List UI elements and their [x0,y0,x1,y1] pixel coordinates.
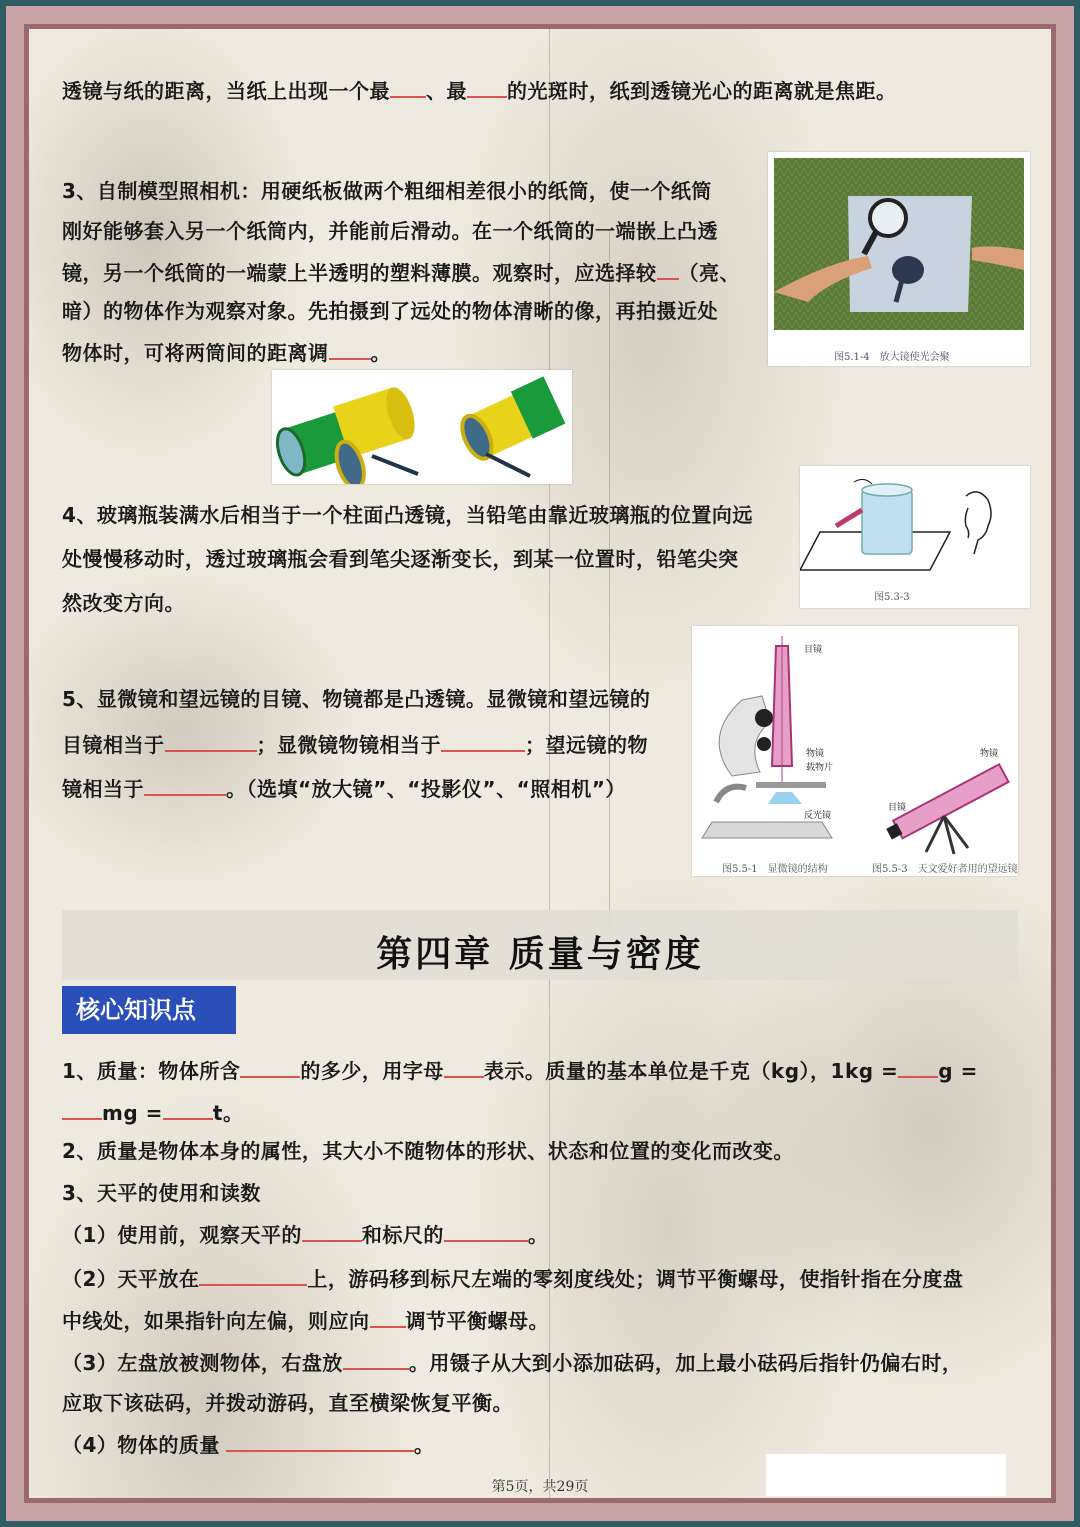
answer-blank [165,730,257,752]
answer-blank [302,1220,362,1242]
text-segment: g = [938,1059,978,1083]
paper-tubes-illustration [272,370,572,484]
knowledge-step-1 [62,1220,548,1248]
optics-illustration [692,626,1018,876]
knowledge-step-3b: 应取下该砝码，并拨动游码，直至横梁恢复平衡。 [62,1391,513,1415]
item3-line3 [62,258,740,286]
text-segment: （2）天平放在 [62,1267,200,1291]
label-objective: 物镜 [806,749,825,759]
answer-blank [657,258,679,280]
text-segment: （亮、 [678,261,740,285]
text-segment: 表示。质量的基本单位是千克（kg），1kg = [483,1059,899,1083]
text-segment: t。 [212,1101,244,1125]
magnifier-photo [768,152,1030,366]
item3-line1: 3、自制模型照相机：用硬纸板做两个粗细相差很小的纸筒，使一个纸筒 [62,179,712,203]
answer-blank [329,338,371,360]
text-segment: （4）物体的质量 [62,1433,220,1457]
text-segment: （1）使用前，观察天平的 [62,1223,302,1247]
knowledge-step-3 [62,1348,962,1376]
item5-line2 [62,730,648,758]
item5-line1: 5、显微镜和望远镜的目镜、物镜都是凸透镜。显微镜和望远镜的 [62,687,651,711]
page-number: 第5页，共29页 [491,1479,589,1495]
item4-line1: 4、玻璃瓶装满水后相当于一个柱面凸透镜，当铅笔由靠近玻璃瓶的位置向远 [62,503,753,527]
text-segment: 。（选填“放大镜”、“投影仪”、“照相机”） [226,777,626,801]
text-segment: ；显微镜物镜相当于 [256,733,441,757]
answer-blank [240,1056,300,1078]
chapter-header [62,910,1018,980]
text-segment: 物体时，可将两筒间的距离调 [62,341,329,365]
item4-line2: 处慢慢移动时，透过玻璃瓶会看到笔尖逐渐变长，到某一位置时，铅笔尖突 [62,547,739,571]
magnifier-illustration [768,152,1030,366]
core-knowledge-tag: 核心知识点 [62,986,236,1034]
text-segment: 中线处，如果指针向左偏，则应向 [62,1309,370,1333]
text-segment: 。 [413,1433,435,1457]
knowledge-step-4 [62,1430,434,1458]
figure-caption-left: 图5.5-1 显微镜的结构 [722,864,828,875]
answer-blank [441,730,525,752]
item5-line3 [62,774,626,802]
item3-line2: 刚好能够套入另一个纸筒内，并能前后滑动。在一个纸筒的一端嵌上凸透 [62,219,718,243]
knowledge-line-2: 2、质量是物体本身的属性，其大小不随物体的形状、状态和位置的变化而改变。 [62,1139,794,1163]
label-eyepiece: 目镜 [804,645,823,655]
knowledge-step-2 [62,1264,963,1292]
text-segment: 、最 [426,79,467,103]
knowledge-line-3: 3、天平的使用和读数 [62,1181,261,1205]
figure-caption-right: 图5.5-3 天文爱好者用的望远镜 [872,864,1018,875]
text-segment: 上，游码移到标尺左端的零刻度线处；调节平衡螺母，使指针指在分度盘 [307,1267,964,1291]
chapter-title: 第四章 质量与密度 [376,934,704,975]
answer-blank [226,1430,414,1452]
answer-blank [62,1098,102,1120]
answer-blank [343,1348,409,1370]
answer-blank [444,1056,484,1078]
label-tele-eyepiece: 目镜 [888,803,907,813]
text-segment: （3）左盘放被测物体，右盘放 [62,1351,343,1375]
answer-blank [163,1098,213,1120]
tube-camera-image [272,370,572,484]
text-segment: 1、质量：物体所含 [62,1059,241,1083]
text-segment: 。 [527,1223,549,1247]
item4-line3: 然改变方向。 [62,591,185,615]
label-slide: 载物片 [806,763,834,773]
label-reflector: 反光镜 [804,811,832,821]
item3-line4: 暗）的物体作为观察对象。先拍摄到了远处的物体清晰的像，再拍摄近处 [62,299,718,323]
text-segment: 。用镊子从大到小添加砝码，加上最小砝码后指针仍偏右时， [408,1351,963,1375]
text-segment: 的光斑时，纸到透镜光心的距离就是焦距。 [507,79,897,103]
text-segment: mg = [102,1101,163,1125]
text-segment: 镜，另一个纸筒的一端蒙上半透明的塑料薄膜。观察时，应选择较 [62,261,657,285]
water-bottle-illustration [800,466,1030,608]
answer-blank [898,1056,938,1078]
answer-blank [199,1264,307,1286]
text-line [62,76,897,104]
label-tele-objective: 物镜 [980,749,999,759]
text-segment: 透镜与纸的距离，当纸上出现一个最 [62,79,390,103]
text-segment: ；望远镜的物 [525,733,648,757]
text-segment: 的多少，用字母 [300,1059,444,1083]
item3-line5 [62,338,391,366]
text-segment: 镜相当于 [62,777,144,801]
text-segment: 。 [370,341,391,365]
text-segment: 目镜相当于 [62,733,165,757]
text-segment: 调节平衡螺母。 [405,1309,549,1333]
text-segment: 和标尺的 [361,1223,444,1247]
knowledge-line-1 [62,1056,978,1084]
answer-blank [390,76,426,98]
answer-blank [467,76,507,98]
knowledge-step-2b [62,1306,549,1334]
answer-blank [444,1220,528,1242]
answer-blank [370,1306,406,1328]
answer-blank [144,774,226,796]
figure-caption: 图5.3-3 [874,592,910,603]
microscope-telescope-figure [692,626,1018,876]
knowledge-line-1b [62,1098,243,1126]
bottle-figure [800,466,1030,608]
figure-caption: 图5.1-4 放大镜使光会聚 [834,352,950,363]
